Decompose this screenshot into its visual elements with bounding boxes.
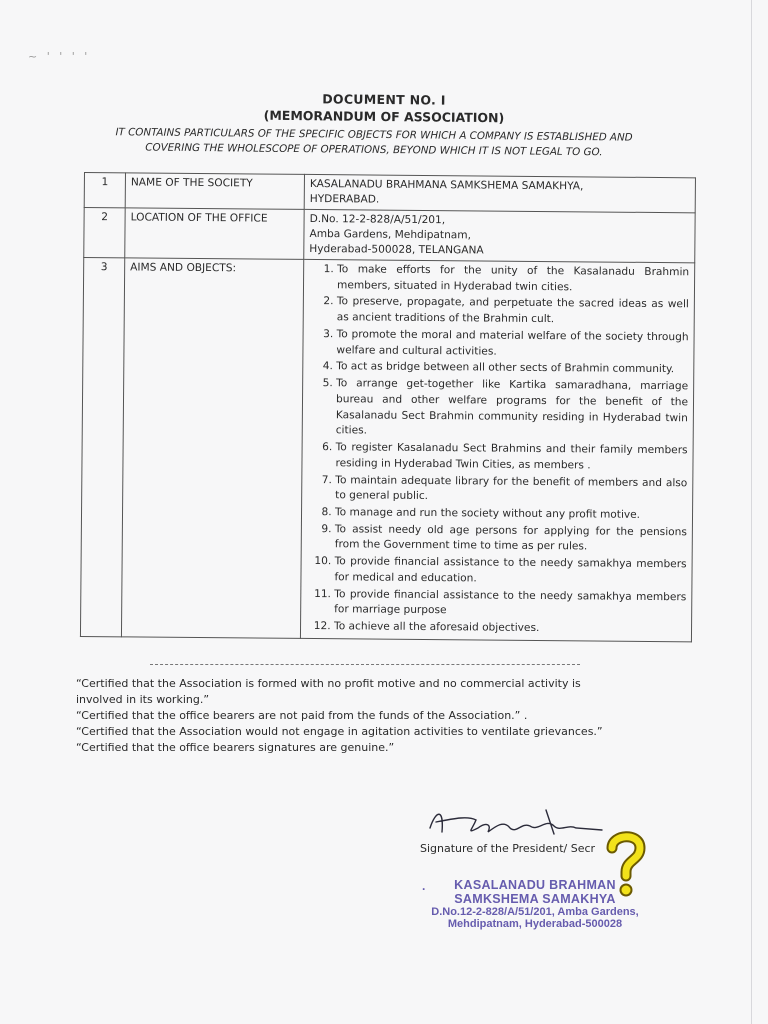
- value-line: D.No. 12-2-828/A/51/201,: [309, 212, 446, 227]
- stamp-line: KASALANADU BRAHMAN: [454, 878, 616, 892]
- document-title: (MEMORANDUM OF ASSOCIATION): [263, 107, 505, 126]
- certification-line: “Certified that the office bearers signatures are genuine.”: [76, 741, 395, 754]
- row-value: [304, 209, 695, 262]
- certification-line: “Certified that the Association would not engage in agitation activities to ventilate grievances.”: [76, 725, 603, 738]
- aim-item: 5. To arrange get-together like Kartika samaradhana, marriage bureau and other welfare programs for the benefit of the Kasalanadu Sect Brahmin community residing in Hyderabad twin cities.: [336, 377, 689, 442]
- row-value: [300, 259, 694, 642]
- document-number: DOCUMENT NO. I: [322, 91, 446, 108]
- aim-item: 7. To maintain adequate library for the benefit of members and also to general public.: [335, 473, 687, 507]
- particulars-table: [80, 172, 696, 643]
- row-label: AIMS AND OBJECTS:: [121, 258, 303, 639]
- certification-line: “Certified that the Association is formed with no profit motive and no commercial activity is involved in its working.”: [76, 677, 581, 706]
- certification-line: “Certified that the office bearers are not paid from the funds of the Association.” .: [76, 709, 528, 722]
- stamp-line: SAMKSHEMA SAMAKHYA: [454, 892, 616, 906]
- document-intro: IT CONTAINS PARTICULARS OF THE SPECIFIC OBJECTS FOR WHICH A COMPANY IS ESTABLISHED AND COVERING THE WHOLESCOPE OF OPERATIONS, BEYOND WHICH IT IS NOT LEGAL TO GO.: [115, 126, 633, 159]
- value-line: Amba Gardens, Mehdipatnam,: [309, 227, 472, 242]
- table-row: [80, 258, 694, 643]
- handwritten-signature: [426, 798, 616, 846]
- stamp-dot: ·: [422, 882, 426, 896]
- row-label: NAME OF THE SOCIETY: [125, 173, 304, 210]
- signature-label: Signature of the President/ Secr: [420, 842, 596, 855]
- aim-item: 6. To register Kasalanadu Sect Brahmins and their family members residing in Hyderabad Twin Cities, as members .: [335, 440, 687, 474]
- row-number: 2: [84, 208, 125, 258]
- document-header: [0, 92, 768, 158]
- aim-item: 1. To make efforts for the unity of the Kasalanadu Brahmin members, situated in Hyderabad twin cities.: [337, 262, 689, 296]
- row-value: [304, 174, 695, 212]
- row-label: LOCATION OF THE OFFICE: [125, 208, 304, 260]
- aim-item: 12. To achieve all the aforesaid objectives.: [334, 620, 686, 639]
- stamp-line: D.No.12-2-828/A/51/201, Amba Gardens,: [431, 906, 639, 918]
- scan-artifact: ~ ' ' ' ': [28, 50, 91, 63]
- row-number: 1: [84, 173, 125, 208]
- stamp-line: Mehdipatnam, Hyderabad-500028: [447, 918, 623, 930]
- certifications: [76, 676, 616, 756]
- table-row: [84, 208, 695, 263]
- aims-list: [306, 262, 689, 638]
- value-line: Hyderabad-500028, TELANGANA: [309, 242, 484, 257]
- aim-item: 2. To preserve, propagate, and perpetuate the sacred ideas as well as ancient traditions of the Brahmin cult.: [337, 295, 689, 329]
- question-mark-icon: [604, 830, 648, 900]
- value-line: HYDERABAD.: [309, 192, 380, 206]
- aim-item: 4. To act as bridge between all other sects of Brahmin community.: [336, 360, 688, 379]
- aim-item: 9. To assist needy old age persons for applying for the pensions from the Government time to time as per rules.: [335, 522, 687, 556]
- aim-item: 3. To promote the moral and material welfare of the society through welfare and cultural activities.: [336, 327, 688, 361]
- aim-item: 10. To provide financial assistance to the needy samakhya members for medical and education.: [334, 555, 686, 589]
- table-row: [84, 173, 695, 213]
- value-line: KASALANADU BRAHMANA SAMKSHEMA SAMAKHYA,: [309, 177, 584, 193]
- dashed-divider: [150, 664, 580, 665]
- aim-item: 11. To provide financial assistance to the needy samakhya members for marriage purpose: [334, 587, 686, 621]
- aim-item: 8. To manage and run the society without any profit motive.: [335, 505, 687, 524]
- row-number: 3: [80, 258, 124, 638]
